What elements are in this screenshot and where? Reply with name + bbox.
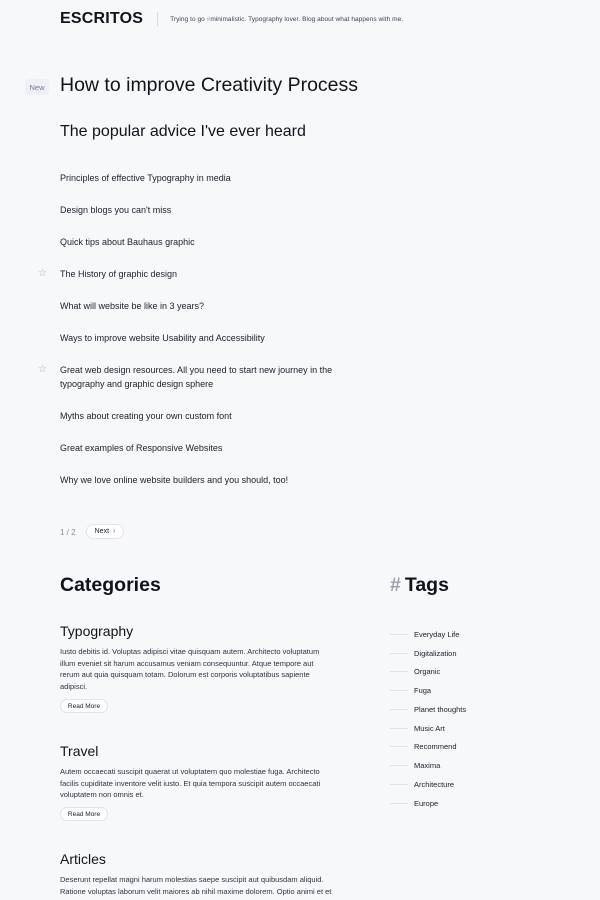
category-title-typography[interactable]: Typography [60, 623, 134, 639]
post-link[interactable]: The History of graphic design [60, 269, 178, 279]
tag-line [390, 746, 408, 747]
tag-line [390, 765, 408, 766]
category-description: Deserunt repellat magni harum molestias saepe suscipit aut quibusdam aliquid. Ratione voluptas laborum velit maiores ab nihil maxime dolorem. Optio animi et et [60, 875, 332, 896]
page-count: 1 / 2 [60, 528, 76, 537]
tag-link[interactable] [390, 760, 440, 770]
tag-line [390, 653, 408, 654]
tagline-after: minimalistic. Typography lover. Blog about what happens with me. [210, 15, 404, 23]
tag-line [390, 728, 408, 729]
tag-line [390, 671, 408, 672]
category-title-articles[interactable]: Articles [60, 851, 106, 867]
tag-line [390, 784, 408, 785]
post-link[interactable]: Great web design resources. All you need to start new journey in the typography and graphic design sphere [60, 365, 333, 389]
next-label: Next [94, 528, 110, 535]
category-title-travel[interactable]: Travel [60, 743, 99, 759]
tag-line [390, 803, 408, 804]
tag-link[interactable] [390, 723, 445, 733]
site-tagline [170, 16, 403, 23]
site-logo[interactable]: ESCRITOS [60, 10, 144, 27]
tag-link[interactable] [390, 779, 454, 789]
hash-icon: # [390, 574, 401, 596]
read-more-button[interactable]: Read More [60, 699, 108, 713]
tag-label: Recommend [414, 741, 457, 751]
tag-label: Europe [414, 798, 439, 808]
tag-label: Maxima [414, 760, 441, 770]
post-link[interactable]: Great examples of Responsive Websites [60, 443, 223, 453]
tag-line [390, 690, 408, 691]
tag-link[interactable] [390, 666, 440, 676]
tag-link[interactable] [390, 685, 431, 695]
tag-link[interactable] [390, 629, 459, 639]
tag-label: Everyday Life [414, 629, 460, 639]
post-link[interactable]: Why we love online website builders and you should, too! [60, 475, 289, 485]
star-icon[interactable]: ☆ [38, 268, 47, 279]
read-more-button[interactable]: Read More [60, 807, 108, 821]
tags-heading [390, 574, 449, 597]
tag-line [390, 634, 408, 635]
site-header [60, 11, 403, 27]
post-link[interactable]: Myths about creating your own custom font [60, 411, 232, 421]
tag-label: Organic [414, 666, 441, 676]
new-badge: New [25, 79, 49, 95]
post-link[interactable]: Ways to improve website Usability and Accessibility [60, 333, 265, 343]
categories-heading: Categories [60, 574, 161, 596]
tagline-before: Trying to go [170, 15, 207, 23]
tag-label: Digitalization [414, 648, 457, 658]
category-description: Autem occaecati suscipit quaerat ut voluptatem quo molestiae fuga. Architecto facilis cupiditate inventore velit iusto. Et quia tempora suscipit autem occaecati voluptatem non omnis et. [60, 767, 321, 799]
tag-link[interactable] [390, 704, 466, 714]
tag-link[interactable] [390, 741, 457, 751]
tag-link[interactable] [390, 648, 457, 658]
page-title: How to improve Creativity Process [60, 74, 359, 96]
page-subtitle: The popular advice I've ever heard [60, 123, 306, 140]
tag-link[interactable] [390, 798, 438, 808]
tag-label: Music Art [414, 723, 445, 733]
tag-label: Architecture [414, 779, 455, 789]
category-description: Iusto debitis id. Voluptas adipisci vitae quisquam autem. Architecto voluptatum illum eveniet sit harum accusamus veniam consequuntur. Atque tempore aut rerum aut quia quisquam totam. Dolorum est corporis voluptatibus sapiente adipisci. [60, 647, 320, 691]
star-icon[interactable]: ☆ [38, 364, 47, 375]
post-link[interactable]: Principles of effective Typography in media [60, 173, 231, 183]
header-divider [157, 12, 158, 26]
tag-line [390, 709, 408, 710]
tag-label: Fuga [414, 685, 432, 695]
post-link[interactable]: Quick tips about Bauhaus graphic [60, 237, 195, 247]
tag-label: Planet thoughts [414, 704, 467, 714]
next-page-button[interactable] [86, 524, 124, 539]
chevron-right-icon: › [113, 528, 116, 535]
tags-heading-label: Tags [404, 574, 449, 596]
post-link[interactable]: What will website be like in 3 years? [60, 301, 205, 311]
tagline-hash: # [206, 15, 211, 23]
post-link[interactable]: Design blogs you can't miss [60, 205, 172, 215]
